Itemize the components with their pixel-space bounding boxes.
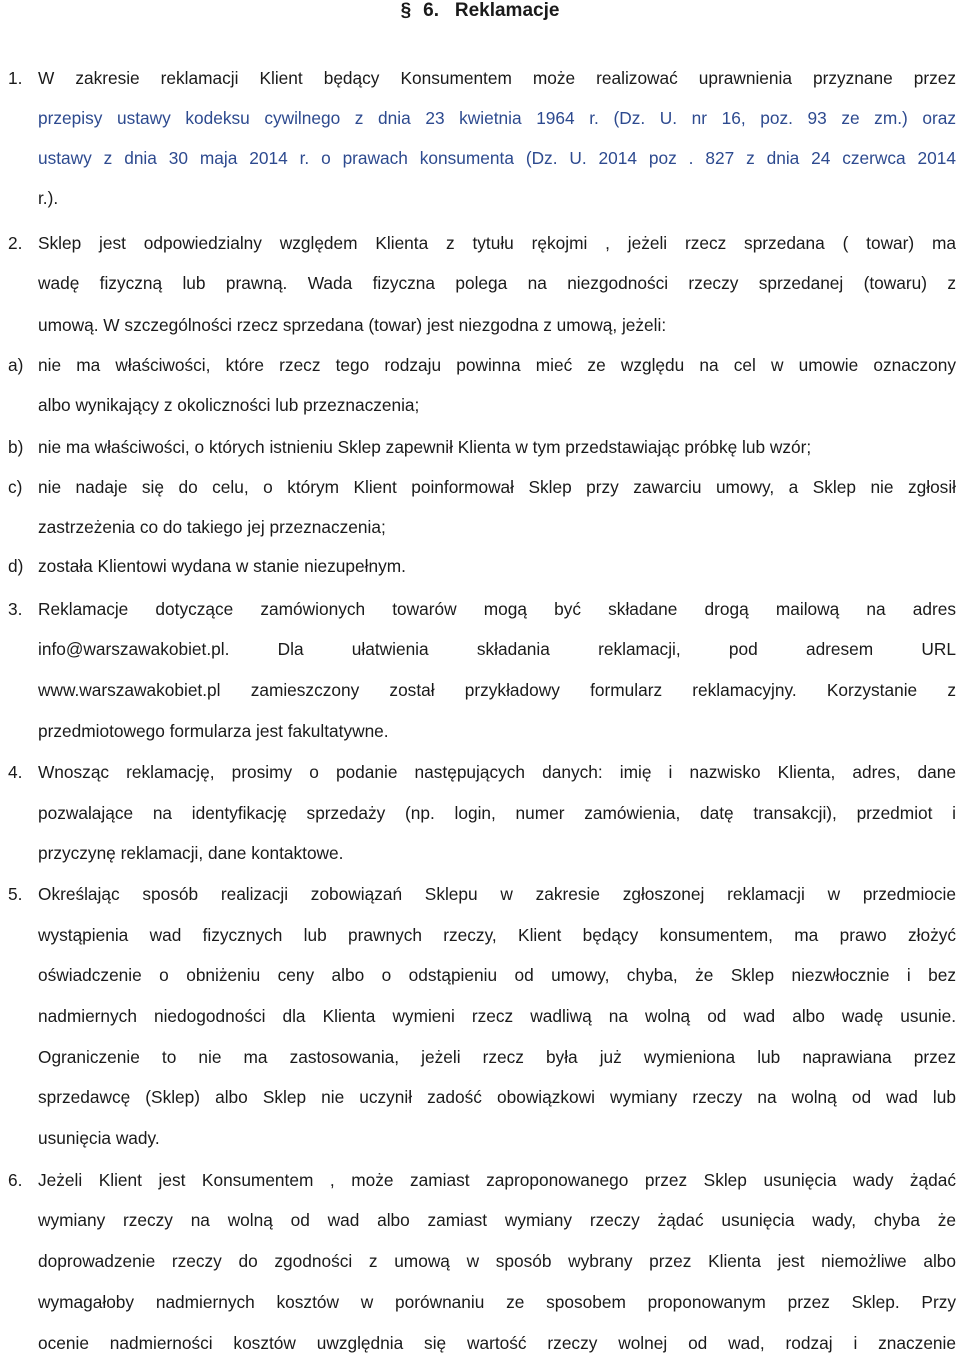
text-line bbox=[0, 1331, 960, 1355]
line-text: info@warszawakobiet.pl. Dla ułatwienia składania reklamacji, pod adresem URL bbox=[38, 639, 956, 659]
text-line bbox=[0, 1045, 960, 1069]
line-text: r.). bbox=[38, 188, 59, 208]
section-heading bbox=[0, 0, 960, 26]
text-line bbox=[0, 271, 960, 295]
line-text: Określając sposób realizacji zobowiązań Sklepu w zakresie zgłoszonej reklamacji w przedmiocie bbox=[38, 884, 956, 904]
line-text: zastrzeżenia co do takiego jej przeznaczenia; bbox=[38, 517, 386, 537]
text-line bbox=[0, 353, 960, 377]
line-text: Sklep jest odpowiedzialny względem Klienta z tytułu rękojmi , jeżeli rzecz sprzedana ( towar) ma bbox=[38, 233, 956, 253]
line-text: wymagałoby nadmiernych kosztów w porównaniu ze sposobem proponowanym przez Sklep. Przy bbox=[38, 1292, 956, 1312]
text-line bbox=[0, 393, 960, 417]
text-line bbox=[0, 66, 960, 90]
text-line bbox=[0, 231, 960, 255]
line-text: Reklamacje dotyczące zamówionych towarów mogą być składane drogą mailową na adres bbox=[38, 599, 956, 619]
line-text: przepisy ustawy kodeksu cywilnego z dnia 23 kwietnia 1964 r. (Dz. U. nr 16, poz. 93 ze zm.) oraz bbox=[38, 108, 956, 128]
line-text: nadmiernych niedogodności dla Klienta wymieni rzecz wadliwą na wolną od wad albo wadę usunie. bbox=[38, 1006, 956, 1026]
text-line bbox=[0, 841, 960, 865]
list-marker: c) bbox=[8, 477, 23, 497]
line-text: umową. W szczególności rzecz sprzedana (towar) jest niezgodna z umową, jeżeli: bbox=[38, 315, 667, 335]
text-line bbox=[0, 678, 960, 702]
text-line bbox=[0, 146, 960, 170]
text-line bbox=[0, 719, 960, 743]
list-marker: 5. bbox=[8, 884, 23, 904]
line-text: usunięcia wady. bbox=[38, 1128, 160, 1148]
line-text: pozwalające na identyfikację sprzedaży (np. login, numer zamówienia, datę transakcji), przedmiot i bbox=[38, 803, 956, 823]
text-line bbox=[0, 637, 960, 661]
text-line bbox=[0, 1085, 960, 1109]
text-line bbox=[0, 435, 960, 459]
section-number: 6. bbox=[423, 0, 439, 21]
line-text: wadę fizyczną lub prawną. Wada fizyczna polega na niezgodności rzeczy sprzedanej (towaru) z bbox=[38, 273, 956, 293]
text-line bbox=[0, 1126, 960, 1150]
line-text: przyczynę reklamacji, dane kontaktowe. bbox=[38, 843, 344, 863]
text-line bbox=[0, 923, 960, 947]
text-line bbox=[0, 186, 960, 210]
line-text: została Klientowi wydana w stanie niezupełnym. bbox=[38, 556, 406, 576]
text-line bbox=[0, 1290, 960, 1314]
text-line bbox=[0, 882, 960, 906]
text-line bbox=[0, 597, 960, 621]
line-text: Ograniczenie to nie ma zastosowania, jeżeli rzecz była już wymieniona lub naprawiana przez bbox=[38, 1047, 956, 1067]
text-line bbox=[0, 1168, 960, 1192]
text-line bbox=[0, 760, 960, 784]
text-line bbox=[0, 801, 960, 825]
list-marker: 6. bbox=[8, 1170, 23, 1190]
text-line bbox=[0, 515, 960, 539]
line-text: doprowadzenie rzeczy do zgodności z umową w sposób wybrany przez Klienta jest niemożliwe albo bbox=[38, 1251, 956, 1271]
line-text: Jeżeli Klient jest Konsumentem , może zamiast zaproponowanego przez Sklep usunięcia wady żądać bbox=[38, 1170, 956, 1190]
line-text: www.warszawakobiet.pl zamieszczony został przykładowy formularz reklamacyjny. Korzystanie z bbox=[38, 680, 956, 700]
line-text: ocenie nadmierności kosztów uwzględnia się wartość rzeczy wolnej od wad, rodzaj i znaczenie bbox=[38, 1333, 956, 1353]
line-text: wymiany rzeczy na wolną od wad albo zamiast wymiany rzeczy żądać usunięcia wady, chyba że bbox=[38, 1210, 956, 1230]
line-text: Wnosząc reklamację, prosimy o podanie następujących danych: imię i nazwisko Klienta, adres, dane bbox=[38, 762, 956, 782]
text-line bbox=[0, 106, 960, 130]
line-text: wystąpienia wad fizycznych lub prawnych rzeczy, Klient będący konsumentem, ma prawo złożyć bbox=[38, 925, 956, 945]
section-title: Reklamacje bbox=[454, 0, 560, 21]
text-line bbox=[0, 313, 960, 337]
line-text: W zakresie reklamacji Klient będący Konsumentem może realizować uprawnienia przyznane przez bbox=[38, 68, 956, 88]
list-marker: d) bbox=[8, 556, 24, 576]
line-text: nie ma właściwości, które rzecz tego rodzaju powinna mieć ze względu na cel w umowie oznaczony bbox=[38, 355, 956, 375]
text-line bbox=[0, 963, 960, 987]
line-text: nie nadaje się do celu, o którym Klient poinformował Sklep przy zawarciu umowy, a Sklep nie zgłosił bbox=[38, 477, 956, 497]
text-line bbox=[0, 1004, 960, 1028]
text-line bbox=[0, 554, 960, 578]
list-marker: b) bbox=[8, 437, 24, 457]
line-text: sprzedawcę (Sklep) albo Sklep nie uczynił zadość obowiązkowi wymiany rzeczy na wolną od wad lub bbox=[38, 1087, 956, 1107]
line-text: nie ma właściwości, o których istnieniu Sklep zapewnił Klienta w tym przedstawiając próbkę lub wzór; bbox=[38, 437, 812, 457]
line-text: ustawy z dnia 30 maja 2014 r. o prawach konsumenta (Dz. U. 2014 poz . 827 z dnia 24 czerwca 2014 bbox=[38, 148, 956, 168]
list-marker: 4. bbox=[8, 762, 23, 782]
line-text: albo wynikający z okoliczności lub przeznaczenia; bbox=[38, 395, 420, 415]
text-line bbox=[0, 1249, 960, 1273]
list-marker: 3. bbox=[8, 599, 23, 619]
text-line bbox=[0, 1208, 960, 1232]
list-marker: 2. bbox=[8, 233, 23, 253]
list-marker: a) bbox=[8, 355, 24, 375]
section-symbol: § bbox=[400, 0, 412, 21]
text-line bbox=[0, 475, 960, 499]
line-text: oświadczenie o obniżeniu ceny albo o odstąpieniu od umowy, chyba, że Sklep niezwłocznie i bez bbox=[38, 965, 956, 985]
list-marker: 1. bbox=[8, 68, 23, 88]
line-text: przedmiotowego formularza jest fakultatywne. bbox=[38, 721, 389, 741]
